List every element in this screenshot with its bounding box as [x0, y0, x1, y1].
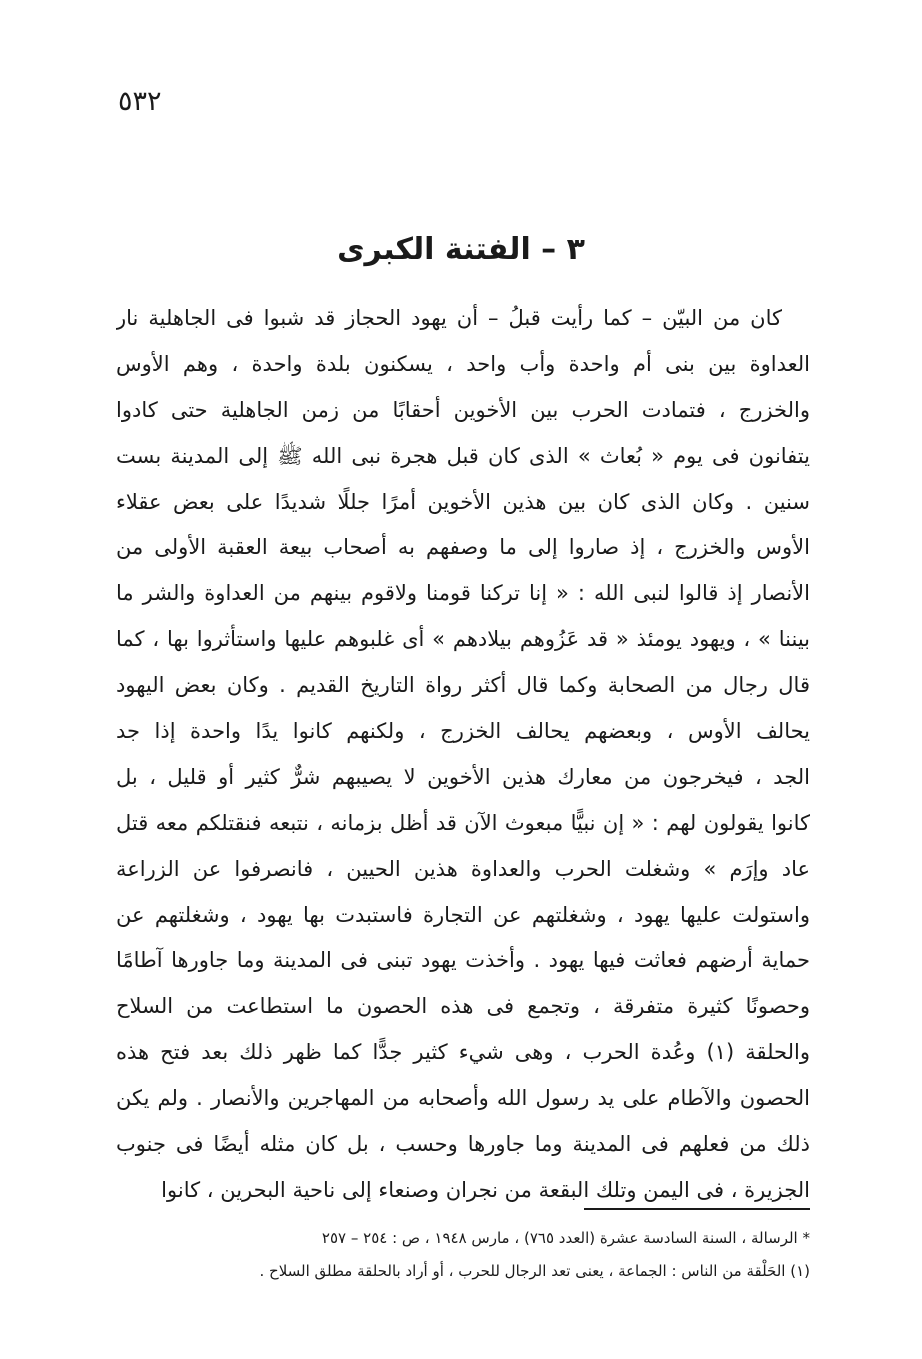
text-line: الحصون والآطام على يد رسول الله وأصحابه من المهاجرين والأنصار . ولم يكن	[116, 1086, 810, 1111]
page-number: ٥٣٢	[118, 86, 162, 117]
footnote-source: * الرسالة ، السنة السادسة عشرة (العدد ٧٦٥) ، مارس ١٩٤٨ ، ص : ٢٥٤ – ٢٥٧	[321, 1229, 810, 1247]
footnote-1: (١) الحَلْقة من الناس : الجماعة ، يعنى تعد الرجال للحرب ، أو أراد بالحلقة مطلق السلاح .	[259, 1262, 810, 1280]
text-line: يتفانون فى يوم « بُعاث » الذى كان قبل هجرة نبى الله ﷺ إلى المدينة بست	[116, 443, 810, 468]
text-line: سنين . وكان الذى كان بين هذين الأخوين أمرًا جللًا شديدًا على بعض عقلاء	[116, 489, 810, 514]
footnotes	[130, 1222, 810, 1288]
text-line: وحصونًا كثيرة متفرقة ، وتجمع فى هذه الحصون ما استطاعت من السلاح	[116, 994, 810, 1019]
text-line: والحلقة (١) وعُدة الحرب ، وهى شيء كثير جدًّا كما ظهر ذلك بعد فتح هذه	[116, 1040, 810, 1065]
text-line: عاد وإرَم » وشغلت الحرب والعداوة هذين الحيين ، فانصرفوا عن الزراعة	[116, 856, 810, 881]
text-line: بيننا » ، ويهود يومئذ « قد عَزُوهم بيلادهم » أى غلبوهم عليها واستأثروا بها ، كما	[116, 627, 810, 652]
text-line: العداوة بين بنى أم واحدة وأب واحد ، يسكنون بلدة واحدة ، وهم الأوس	[116, 351, 810, 376]
text-line: الجزيرة ، فى اليمن وتلك البقعة من نجران وصنعاء إلى ناحية البحرين ، كانوا	[161, 1177, 810, 1202]
text-line: الأنصار إذ قالوا لنبى الله : « إنا تركنا قومنا ولاقوم بينهم من العداوة والشر ما	[116, 581, 810, 606]
text-line: الأوس والخزرج ، إذ صاروا إلى ما وصفهم به أصحاب بيعة العقبة الأولى من	[116, 535, 810, 560]
text-line: واستولت عليها يهود ، وشغلتهم عن التجارة فاستبدت بها يهود ، وشغلتهم عن	[116, 902, 810, 927]
text-line: والخزرج ، فتمادت الحرب بين الأخوين أحقابًا من زمن الجاهلية حتى كادوا	[116, 397, 810, 422]
body-text	[116, 296, 810, 1214]
footnote-divider	[584, 1208, 810, 1210]
text-line: قال رجال من الصحابة وكما قال أكثر رواة التاريخ القديم . وكان بعض اليهود	[116, 673, 810, 698]
chapter-title: ٣ – الفتنة الكبرى	[337, 232, 585, 267]
text-line: الجد ، فيخرجون من معارك هذين الأخوين لا يصيبهم شرٌّ كثير أو قليل ، بل	[116, 764, 810, 789]
text-line: كان من البيّن – كما رأيت قبلُ – أن يهود الحجاز قد شبوا فى الجاهلية نار	[116, 306, 782, 330]
text-line: يحالف الأوس ، وبعضهم يحالف الخزرج ، ولكنهم كانوا يدًا واحدة إذا جد	[116, 719, 810, 744]
text-line: كانوا يقولون لهم : « إن نبيًّا مبعوث الآن قد أظل بزمانه ، نتبعه فنقتلكم معه قتل	[116, 810, 810, 835]
text-line: ذلك من فعلهم فى المدينة وما جاورها وحسب ، بل كان مثله أيضًا فى جنوب	[116, 1132, 810, 1157]
text-line: حماية أرضهم فعاثت فيها يهود . وأخذت يهود تبنى فى المدينة وما جاورها آطامًا	[116, 948, 810, 973]
